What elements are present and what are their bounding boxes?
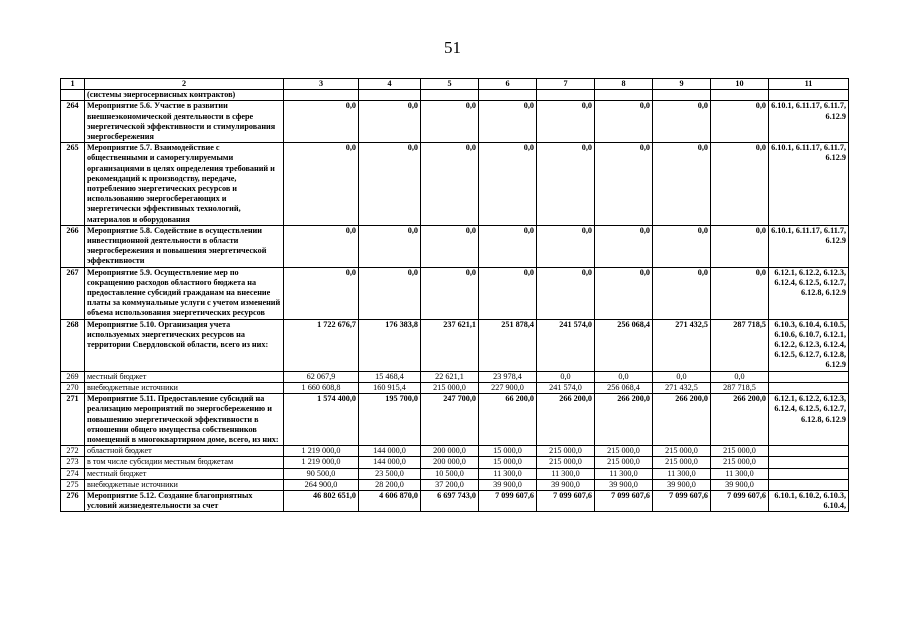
value-cell: 0,0 <box>537 225 595 267</box>
column-header: 8 <box>595 79 653 90</box>
row-number-cell: 274 <box>61 468 85 479</box>
row-number-cell: 266 <box>61 225 85 267</box>
column-header: 2 <box>85 79 284 90</box>
value-cell: 62 067,9 <box>284 371 359 382</box>
column-header: 4 <box>359 79 421 90</box>
column-header: 1 <box>61 79 85 90</box>
value-cell: 39 900,0 <box>479 479 537 490</box>
reference-cell <box>769 468 849 479</box>
column-header: 9 <box>653 79 711 90</box>
row-number-cell <box>61 90 85 101</box>
reference-cell <box>769 446 849 457</box>
value-cell: 7 099 607,6 <box>653 490 711 511</box>
column-header: 3 <box>284 79 359 90</box>
value-cell: 6 697 743,0 <box>421 490 479 511</box>
value-cell: 10 500,0 <box>421 468 479 479</box>
value-cell: 266 200,0 <box>537 394 595 446</box>
value-cell: 0,0 <box>421 101 479 143</box>
value-cell: 7 099 607,6 <box>711 490 769 511</box>
value-cell: 1 660 608,8 <box>284 382 359 393</box>
value-cell: 22 621,1 <box>421 371 479 382</box>
value-cell: 1 219 000,0 <box>284 457 359 468</box>
table-row <box>61 394 849 446</box>
value-cell: 0,0 <box>421 225 479 267</box>
value-cell: 0,0 <box>479 101 537 143</box>
value-cell: 0,0 <box>595 267 653 319</box>
table-row <box>61 490 849 511</box>
value-cell: 15 000,0 <box>479 446 537 457</box>
page-number: 51 <box>444 38 461 57</box>
value-cell: 215 000,0 <box>711 457 769 468</box>
reference-cell <box>769 479 849 490</box>
table-row <box>61 468 849 479</box>
value-cell: 200 000,0 <box>421 457 479 468</box>
value-cell: 0,0 <box>653 225 711 267</box>
value-cell: 0,0 <box>479 267 537 319</box>
value-cell: 7 099 607,6 <box>479 490 537 511</box>
value-cell: 46 802 651,0 <box>284 490 359 511</box>
reference-cell <box>769 382 849 393</box>
value-cell: 0,0 <box>537 371 595 382</box>
value-cell: 256 068,4 <box>595 382 653 393</box>
value-cell: 1 574 400,0 <box>284 394 359 446</box>
value-cell: 241 574,0 <box>537 319 595 371</box>
value-cell: 7 099 607,6 <box>537 490 595 511</box>
description-cell: Мероприятие 5.12. Создание благоприятных условий жизнедеятельности за счет <box>85 490 284 511</box>
value-cell: 11 300,0 <box>711 468 769 479</box>
row-number-cell: 269 <box>61 371 85 382</box>
table-row <box>61 382 849 393</box>
value-cell: 11 300,0 <box>537 468 595 479</box>
table-row <box>61 446 849 457</box>
value-cell: 66 200,0 <box>479 394 537 446</box>
value-cell: 215 000,0 <box>537 446 595 457</box>
value-cell: 176 383,8 <box>359 319 421 371</box>
value-cell: 39 900,0 <box>653 479 711 490</box>
value-cell: 39 900,0 <box>711 479 769 490</box>
reference-cell: 6.10.1, 6.11.17, 6.11.7, 6.12.9 <box>769 225 849 267</box>
reference-cell: 6.10.1, 6.10.2, 6.10.3, 6.10.4, <box>769 490 849 511</box>
description-cell: Мероприятие 5.8. Содействие в осуществлении инвестиционной деятельности в области энергосбережения и повышения энергетической эффективности <box>85 225 284 267</box>
value-cell: 90 500,0 <box>284 468 359 479</box>
value-cell: 39 900,0 <box>537 479 595 490</box>
value-cell: 266 200,0 <box>653 394 711 446</box>
table-row <box>61 143 849 226</box>
value-cell: 264 900,0 <box>284 479 359 490</box>
value-cell: 0,0 <box>711 101 769 143</box>
value-cell: 0,0 <box>595 143 653 226</box>
reference-cell: 6.12.1, 6.12.2, 6.12.3, 6.12.4, 6.12.5, 6.12.7, 6.12.8, 6.12.9 <box>769 267 849 319</box>
value-cell: 227 900,0 <box>479 382 537 393</box>
row-number-cell: 265 <box>61 143 85 226</box>
value-cell: 4 606 870,0 <box>359 490 421 511</box>
reference-cell: 6.10.1, 6.11.17, 6.11.7, 6.12.9 <box>769 101 849 143</box>
value-cell: 247 700,0 <box>421 394 479 446</box>
value-cell: 15 000,0 <box>479 457 537 468</box>
value-cell: 256 068,4 <box>595 319 653 371</box>
value-cell: 7 099 607,6 <box>595 490 653 511</box>
value-cell: 0,0 <box>359 267 421 319</box>
column-header: 10 <box>711 79 769 90</box>
value-cell: 144 000,0 <box>359 446 421 457</box>
value-cell: 0,0 <box>537 267 595 319</box>
value-cell: 215 000,0 <box>537 457 595 468</box>
row-number-cell: 268 <box>61 319 85 371</box>
value-cell: 215 000,0 <box>595 446 653 457</box>
description-cell: внебюджетные источники <box>85 382 284 393</box>
reference-cell <box>769 457 849 468</box>
value-cell: 0,0 <box>479 225 537 267</box>
value-cell: 0,0 <box>537 143 595 226</box>
value-cell: 0,0 <box>595 101 653 143</box>
value-cell: 266 200,0 <box>711 394 769 446</box>
value-cell: 28 200,0 <box>359 479 421 490</box>
value-cell: 11 300,0 <box>479 468 537 479</box>
value-cell: 287 718,5 <box>711 382 769 393</box>
reference-cell: 6.10.1, 6.11.17, 6.11.7, 6.12.9 <box>769 143 849 226</box>
description-cell: Мероприятие 5.11. Предоставление субсидий на реализацию мероприятий по энергосбережению и повышению энергетической эффективности в отношении общего имущества собственников помещений в многоквартирном доме, всего, из них: <box>85 394 284 446</box>
continuation-row <box>61 90 849 101</box>
column-header: 5 <box>421 79 479 90</box>
reference-cell: 6.10.3, 6.10.4, 6.10.5, 6.10.6, 6.10.7, 6.12.1, 6.12.2, 6.12.3, 6.12.4, 6.12.5, 6.12.7, 6.12.8, 6.12.9 <box>769 319 849 371</box>
value-cell: 215 000,0 <box>421 382 479 393</box>
value-cell: 215 000,0 <box>711 446 769 457</box>
value-cell: 0,0 <box>537 101 595 143</box>
table-row <box>61 319 849 371</box>
value-cell: 0,0 <box>284 267 359 319</box>
value-cell: 11 300,0 <box>595 468 653 479</box>
row-number-cell: 264 <box>61 101 85 143</box>
description-cell: Мероприятие 5.10. Организация учета используемых энергетических ресурсов на территории Свердловской области, всего из них: <box>85 319 284 371</box>
value-cell: 266 200,0 <box>595 394 653 446</box>
header-row <box>61 79 849 90</box>
table-row <box>61 225 849 267</box>
table-row <box>61 101 849 143</box>
table-row <box>61 457 849 468</box>
value-cell: 11 300,0 <box>653 468 711 479</box>
table-row <box>61 479 849 490</box>
description-cell: в том числе субсидии местным бюджетам <box>85 457 284 468</box>
reference-cell: 6.12.1, 6.12.2, 6.12.3, 6.12.4, 6.12.5, 6.12.7, 6.12.8, 6.12.9 <box>769 394 849 446</box>
value-cell: 23 978,4 <box>479 371 537 382</box>
row-number-cell: 276 <box>61 490 85 511</box>
row-number-cell: 267 <box>61 267 85 319</box>
value-cell: 15 468,4 <box>359 371 421 382</box>
value-cell: 160 915,4 <box>359 382 421 393</box>
value-cell: 0,0 <box>359 225 421 267</box>
value-cell: 195 700,0 <box>359 394 421 446</box>
value-cell: 1 722 676,7 <box>284 319 359 371</box>
value-cell: 0,0 <box>595 225 653 267</box>
description-cell: внебюджетные источники <box>85 479 284 490</box>
description-cell: областной бюджет <box>85 446 284 457</box>
value-cell: 271 432,5 <box>653 382 711 393</box>
column-header: 11 <box>769 79 849 90</box>
column-header: 7 <box>537 79 595 90</box>
reference-cell <box>769 371 849 382</box>
value-cell: 0,0 <box>711 371 769 382</box>
value-cell: 215 000,0 <box>653 457 711 468</box>
description-cell: Мероприятие 5.6. Участие в развитии внешнеэкономической деятельности в сфере энергетической эффективности и стимулирования энергосбережения <box>85 101 284 143</box>
program-table <box>60 78 849 512</box>
value-cell: 0,0 <box>421 267 479 319</box>
row-number-cell: 271 <box>61 394 85 446</box>
value-cell: 215 000,0 <box>653 446 711 457</box>
column-header: 6 <box>479 79 537 90</box>
value-cell: 0,0 <box>595 371 653 382</box>
value-cell: 0,0 <box>711 267 769 319</box>
value-cell: 215 000,0 <box>595 457 653 468</box>
table-row <box>61 267 849 319</box>
value-cell: 0,0 <box>359 143 421 226</box>
value-cell: 0,0 <box>284 101 359 143</box>
table-row <box>61 371 849 382</box>
description-cell: местный бюджет <box>85 468 284 479</box>
value-cell: 241 574,0 <box>537 382 595 393</box>
value-cell: 0,0 <box>711 225 769 267</box>
value-cell: 0,0 <box>711 143 769 226</box>
value-cell: 0,0 <box>479 143 537 226</box>
value-cell: 0,0 <box>421 143 479 226</box>
value-cell: 37 200,0 <box>421 479 479 490</box>
value-cell: 237 621,1 <box>421 319 479 371</box>
row-number-cell: 275 <box>61 479 85 490</box>
value-cell: 23 500,0 <box>359 468 421 479</box>
value-cell: 144 000,0 <box>359 457 421 468</box>
value-cell: 0,0 <box>359 101 421 143</box>
value-cell: 0,0 <box>653 143 711 226</box>
value-cell: 0,0 <box>653 101 711 143</box>
value-cell: 271 432,5 <box>653 319 711 371</box>
row-number-cell: 273 <box>61 457 85 468</box>
description-cell: Мероприятие 5.7. Взаимодействие с общественными и саморегулируемыми организациями в целях определения требований и рекомендаций к производству, передаче, потреблению энергетических ресурсов и использованию энергосберегающих и энергетически эффективных технологий, материалов и оборудования <box>85 143 284 226</box>
description-cell: Мероприятие 5.9. Осуществление мер по сокращению расходов областного бюджета на предоставление субсидий гражданам на внесение платы за коммунальные услуги с учетом изменений объема использования энергетических ресурсов <box>85 267 284 319</box>
value-cell: 0,0 <box>653 267 711 319</box>
description-cell: местный бюджет <box>85 371 284 382</box>
value-cell: 1 219 000,0 <box>284 446 359 457</box>
value-cell: 0,0 <box>284 143 359 226</box>
value-cell: 0,0 <box>653 371 711 382</box>
row-number-cell: 272 <box>61 446 85 457</box>
row-number-cell: 270 <box>61 382 85 393</box>
value-cell: 0,0 <box>284 225 359 267</box>
value-cell: 39 900,0 <box>595 479 653 490</box>
description-cell: (системы энергосервисных контрактов) <box>85 90 284 101</box>
value-cell: 287 718,5 <box>711 319 769 371</box>
value-cell: 200 000,0 <box>421 446 479 457</box>
value-cell: 251 878,4 <box>479 319 537 371</box>
